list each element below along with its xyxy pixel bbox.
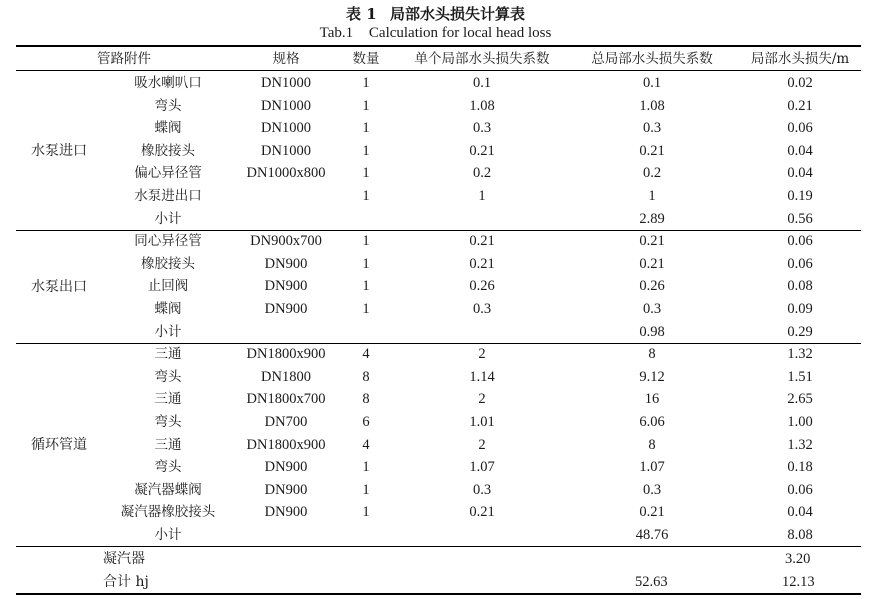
group-name: 水泵出口 (31, 278, 87, 295)
cell-qty: 1 (362, 255, 370, 272)
cell-fitting: 弯头 (154, 414, 182, 430)
cell-spec: DN1800x900 (246, 346, 326, 363)
cell-qty: 1 (362, 188, 370, 204)
cell-single: 0.3 (472, 481, 492, 498)
cell-spec: DN1000 (261, 75, 311, 91)
cell-loss: 0.06 (787, 233, 813, 250)
cell-spec: DN900x700 (250, 233, 322, 250)
cell-spec: DN1800 (261, 368, 311, 385)
cell-loss: 2.65 (787, 391, 813, 408)
cell-total: 0.3 (642, 120, 662, 137)
cell-loss: 0.19 (787, 188, 813, 204)
cell-qty: 1 (362, 165, 370, 182)
cell-single: 1.07 (469, 459, 495, 476)
cell-single: 0.21 (469, 255, 495, 272)
cell-fitting: 水泵进出口 (134, 188, 202, 204)
cell-single: 2 (478, 391, 486, 408)
cell-total: 0.3 (642, 481, 662, 498)
cell-single: 2 (478, 346, 486, 363)
group-separator (16, 546, 861, 547)
cell-qty: 1 (362, 97, 370, 114)
cell-loss: 0.29 (787, 323, 813, 340)
cell-spec: DN900 (264, 255, 308, 272)
cell-total: 1 (648, 188, 656, 204)
cell-fitting: 小计 (154, 323, 182, 340)
column-header: 单个局部水头损失系数 (414, 51, 550, 67)
column-header: 总局部水头损失系数 (591, 51, 713, 67)
cell-fitting: 蝶阀 (154, 120, 182, 137)
cell-single: 1.01 (469, 414, 495, 430)
cell-single: 0.2 (472, 165, 492, 182)
cell-total: 8 (648, 436, 656, 453)
table-caption-en: Calculation for local head loss (368, 25, 552, 41)
cell-qty: 1 (362, 504, 370, 521)
cell-fitting: 蝶阀 (154, 301, 182, 317)
top-rule (16, 45, 861, 47)
cell-total: 0.21 (639, 504, 665, 521)
cell-total: 2.89 (639, 210, 665, 227)
cell-qty: 1 (362, 142, 370, 159)
cell-total: 6.06 (639, 414, 665, 430)
cell-loss: 1.32 (787, 436, 813, 453)
table-number-zh: 表 1 (346, 5, 377, 23)
cell-total: 0.3 (642, 301, 662, 317)
cell-total: 1.08 (639, 97, 665, 114)
cell-qty: 1 (362, 120, 370, 137)
cell-qty: 1 (362, 481, 370, 498)
cell-qty: 8 (362, 391, 370, 408)
cell-loss: 8.08 (787, 527, 813, 543)
cell-loss: 0.06 (787, 255, 813, 272)
cell-qty: 1 (362, 459, 370, 476)
group-separator (16, 343, 861, 344)
cell-loss: 0.06 (787, 481, 813, 498)
cell-fitting: 吸水喇叭口 (134, 75, 202, 91)
cell-single: 2 (478, 436, 486, 453)
cell-spec: DN900 (264, 504, 308, 521)
footer-condenser-loss: 3.20 (785, 551, 811, 567)
header-rule (16, 70, 861, 71)
cell-single: 0.21 (469, 504, 495, 521)
cell-spec: DN900 (264, 301, 308, 317)
cell-spec: DN900 (264, 481, 308, 498)
cell-total: 0.21 (639, 142, 665, 159)
cell-single: 0.26 (469, 278, 495, 295)
cell-loss: 0.02 (787, 75, 813, 91)
cell-fitting: 三通 (154, 436, 182, 453)
cell-fitting: 三通 (154, 391, 182, 408)
cell-qty: 8 (362, 368, 370, 385)
cell-single: 1.08 (469, 97, 495, 114)
cell-single: 0.21 (469, 233, 495, 250)
cell-loss: 0.04 (787, 504, 813, 521)
cell-fitting: 弯头 (154, 459, 182, 476)
cell-fitting: 三通 (154, 346, 182, 363)
cell-qty: 4 (362, 346, 370, 363)
column-header: 数量 (352, 51, 380, 67)
cell-loss: 0.04 (787, 165, 813, 182)
column-header: 局部水头损失/m (750, 51, 850, 67)
cell-total: 8 (648, 346, 656, 363)
cell-single: 1 (478, 188, 486, 204)
cell-total: 16 (644, 391, 660, 408)
cell-fitting: 止回阀 (147, 278, 189, 295)
cell-qty: 6 (362, 414, 370, 430)
cell-spec: DN700 (264, 414, 308, 430)
table-title-en (0, 24, 871, 42)
table-caption-zh: 局部水头损失计算表 (389, 5, 525, 23)
cell-total: 1.07 (639, 459, 665, 476)
cell-loss: 1.00 (787, 414, 813, 430)
cell-total: 0.98 (639, 323, 665, 340)
cell-spec: DN1800x900 (246, 436, 326, 453)
table-title-zh (0, 4, 871, 24)
cell-fitting: 弯头 (154, 368, 182, 385)
cell-loss: 1.51 (787, 368, 813, 385)
cell-fitting: 凝汽器橡胶接头 (120, 504, 216, 521)
cell-fitting: 偏心异径管 (134, 165, 202, 182)
cell-single: 0.1 (472, 75, 492, 91)
column-header: 规格 (272, 51, 300, 67)
cell-spec: DN900 (264, 278, 308, 295)
footer-total-label: 合计 hj (103, 574, 149, 590)
cell-total: 0.21 (639, 233, 665, 250)
footer-total-coef: 52.63 (635, 574, 668, 590)
cell-loss: 1.32 (787, 346, 813, 363)
cell-spec: DN900 (264, 459, 308, 476)
cell-qty: 1 (362, 75, 370, 91)
cell-qty: 4 (362, 436, 370, 453)
bottom-rule (16, 593, 861, 595)
cell-single: 0.3 (472, 120, 492, 137)
cell-fitting: 橡胶接头 (141, 142, 195, 159)
cell-spec: DN1000x800 (246, 165, 326, 182)
cell-loss: 0.08 (787, 278, 813, 295)
cell-single: 0.3 (472, 301, 492, 317)
cell-spec: DN1000 (261, 120, 311, 137)
cell-loss: 0.56 (787, 210, 813, 227)
cell-loss: 0.18 (787, 459, 813, 476)
cell-fitting: 小计 (154, 527, 182, 543)
cell-fitting: 橡胶接头 (141, 255, 195, 272)
table-number-en: Tab.1 (319, 25, 354, 41)
cell-total: 0.21 (639, 255, 665, 272)
cell-qty: 1 (362, 233, 370, 250)
cell-total: 0.26 (639, 278, 665, 295)
group-name: 循环管道 (31, 436, 87, 453)
cell-single: 0.21 (469, 142, 495, 159)
footer-condenser-label: 凝汽器 (103, 551, 145, 567)
cell-fitting: 同心异径管 (134, 233, 202, 250)
cell-fitting: 凝汽器蝶阀 (134, 481, 202, 498)
cell-spec: DN1000 (261, 142, 311, 159)
cell-spec: DN1000 (261, 97, 311, 114)
group-name: 水泵进口 (31, 143, 87, 160)
cell-loss: 0.09 (787, 301, 813, 317)
cell-qty: 1 (362, 278, 370, 295)
cell-loss: 0.21 (787, 97, 813, 114)
cell-total: 0.2 (642, 165, 662, 182)
cell-spec: DN1800x700 (246, 391, 326, 408)
cell-loss: 0.06 (787, 120, 813, 137)
cell-total: 9.12 (639, 368, 665, 385)
cell-fitting: 小计 (154, 210, 182, 227)
cell-loss: 0.04 (787, 142, 813, 159)
cell-single: 1.14 (469, 368, 495, 385)
cell-qty: 1 (362, 301, 370, 317)
cell-total: 48.76 (635, 527, 669, 543)
column-header: 管路附件 (97, 51, 151, 67)
cell-total: 0.1 (642, 75, 662, 91)
footer-total-loss: 12.13 (782, 574, 815, 590)
cell-fitting: 弯头 (154, 97, 182, 114)
